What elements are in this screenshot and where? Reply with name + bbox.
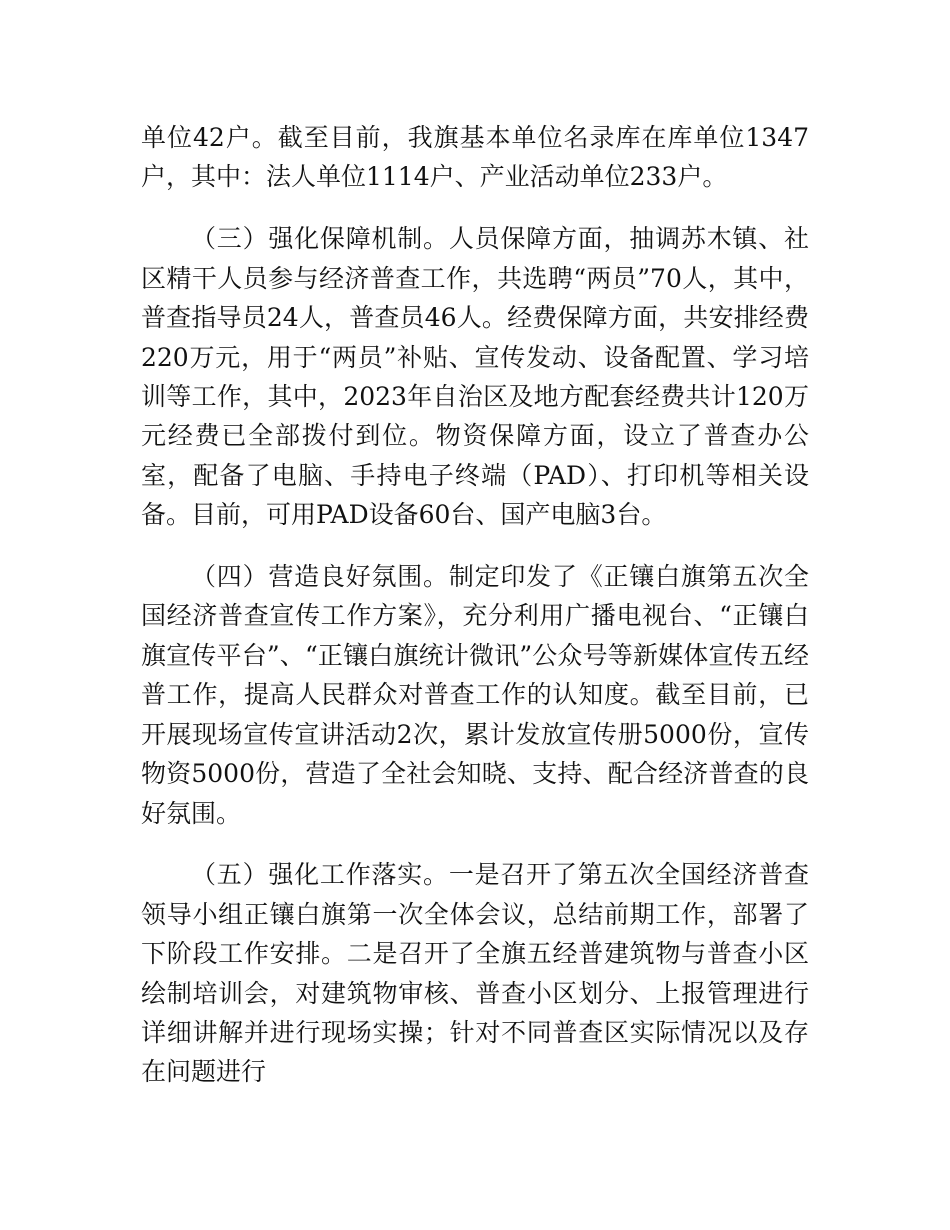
- paragraph-strengthen-guarantee: （三）强化保障机制。人员保障方面，抽调苏木镇、社区精干人员参与经济普查工作，共选聘“两员”70人，其中，普查指导员24人，普查员46人。经费保障方面，共安排经费220万元，用于“两员”补贴、宣传发动、设备配置、学习培训等工作，其中，2023年自治区及地方配套经费共计120万元经费已全部拨付到位。物资保障方面，设立了普查办公室，配备了电脑、手持电子终端（PAD）、打印机等相关设备。目前，可用PAD设备60台、国产电脑3台。: [141, 224, 809, 530]
- paragraph-atmosphere: （四）营造良好氛围。制定印发了《正镶白旗第五次全国经济普查宣传工作方案》，充分利用广播电视台、“正镶白旗宣传平台”、“正镶白旗统计微讯”公众号等新媒体宣传五经普工作，提高人民群众对普查工作的认知度。截至目前，已开展现场宣传宣讲活动2次，累计发放宣传册5000份，宣传物资5000份，营造了全社会知晓、支持、配合经济普查的良好氛围。: [141, 562, 809, 828]
- document-body: [141, 118, 809, 1114]
- paragraph-implementation: （五）强化工作落实。一是召开了第五次全国经济普查领导小组正镶白旗第一次全体会议，总结前期工作，部署了下阶段工作安排。二是召开了全旗五经普建筑物与普查小区绘制培训会，对建筑物审核、普查小区划分、上报管理进行详细讲解并进行现场实操；针对不同普查区实际情况以及存在问题进行: [141, 860, 809, 1087]
- paragraph-continuation: 单位42户。截至目前，我旗基本单位名录库在库单位1347户，其中：法人单位1114户、产业活动单位233户。: [141, 123, 809, 192]
